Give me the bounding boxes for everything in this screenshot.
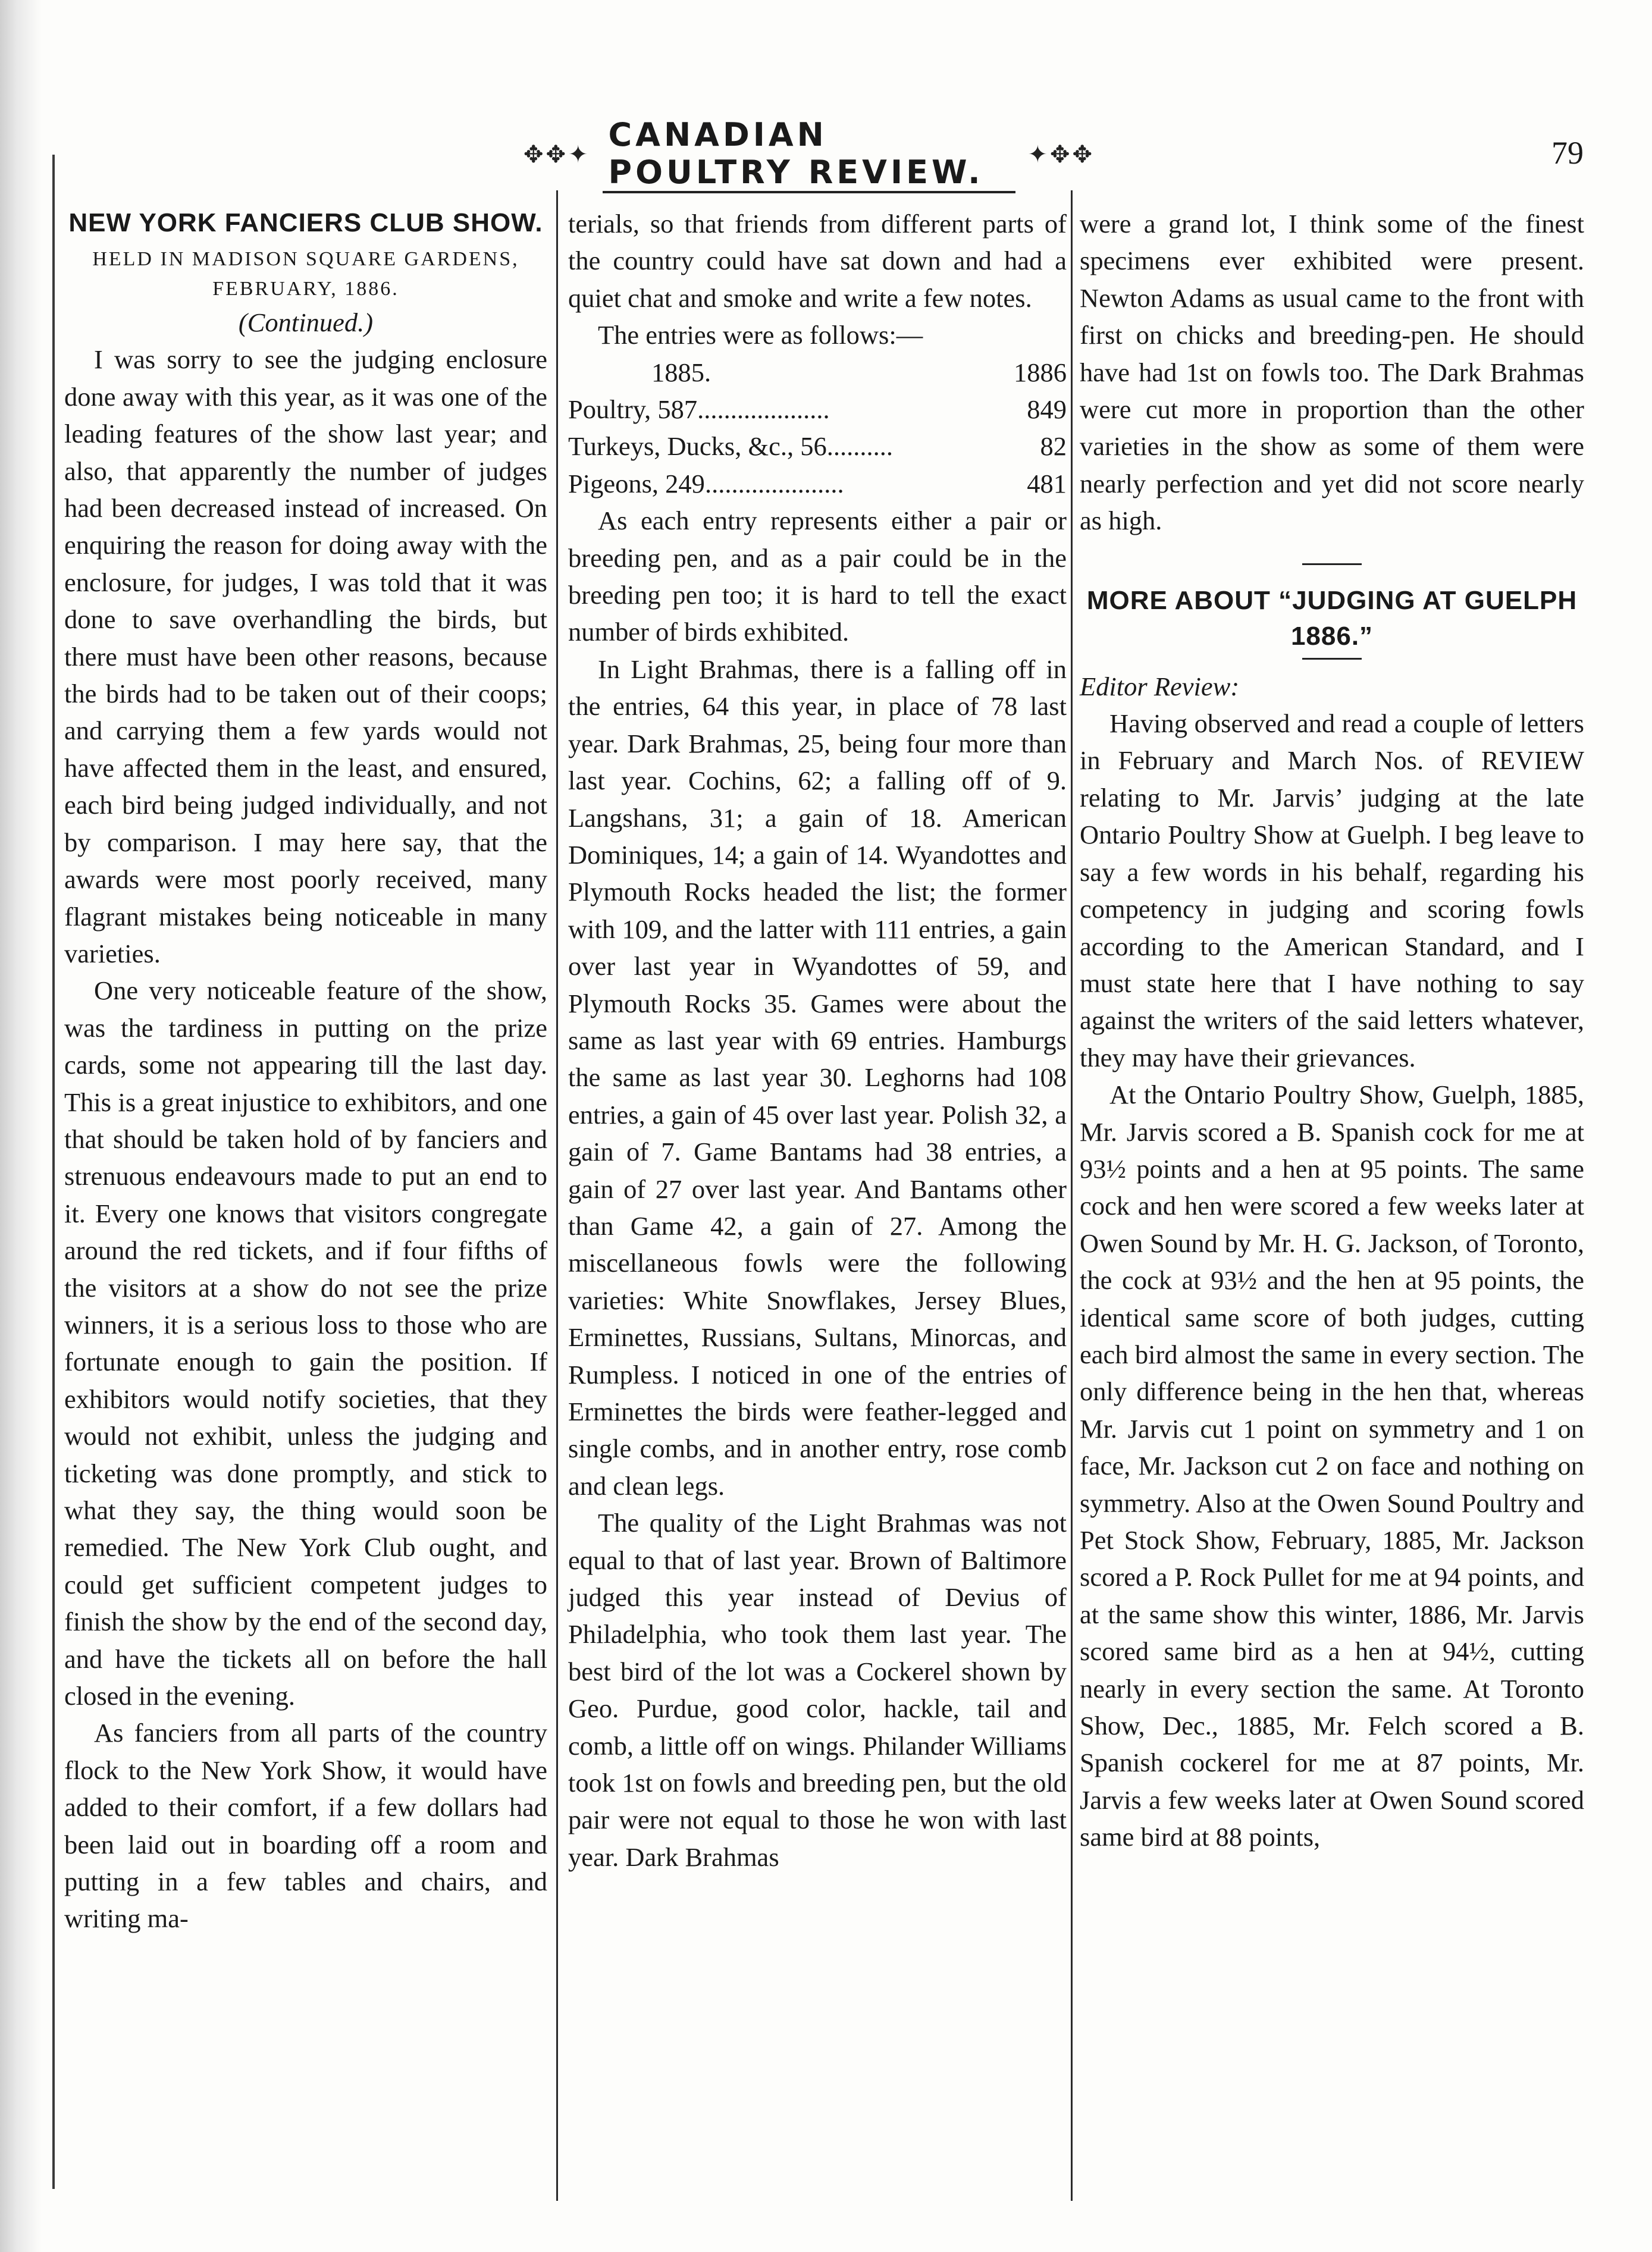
entries-row	[568, 428, 1067, 465]
section-divider	[1302, 563, 1362, 565]
entries-row	[568, 465, 1067, 502]
scan-gutter-shadow	[0, 0, 42, 2252]
column-3	[1080, 205, 1584, 1856]
article-subtitle: HELD IN MADISON SQUARE GARDENS, FEBRUARY, 1886.	[92, 248, 519, 300]
entry-leader-dots: ....................	[697, 394, 830, 425]
entries-row	[568, 391, 1067, 428]
continued-note: (Continued.)	[238, 308, 374, 337]
column-divider-1	[556, 190, 558, 2201]
entry-label: Poultry, 587	[568, 394, 698, 425]
entry-leader-dots: .....................	[704, 468, 844, 498]
entry-value: 82	[1040, 431, 1067, 462]
ornament-left-icon: ✥✥✦	[524, 141, 591, 168]
page-number: 79	[1551, 135, 1584, 171]
paragraph: In Light Brahmas, there is a falling off in the entries, 64 this year, in place of 78 last year. Dark Brahmas, 25, being four more than last year. Cochins, 62; a falling off of 9. Langshans, 31; a gain of 18. American Dominiques, 14; a gain of 14. Wyandottes and Plymouth Rocks headed the list; the former with 109, and the latter with 111 entries, a gain over last year in Wyandottes of 59, and Plymouth Rocks 35. Games were about the same as last year with 69 entries. Hamburgs the same as last year 30. Leghorns had 108 entries, a gain of 45 over last year. Polish 32, a gain of 7. Game Bantams had 38 entries, a gain of 27 over last year. And Bantams other than Game 42, a gain of 27. Among the miscellaneous fowls were the following varieties: White Snowflakes, Jersey Blues, Erminettes, Russians, Sultans, Minorcas, and Rumpless. I noticed in one of the entries of Erminettes the birds were feather-legged and single combs, and in another entry, rose comb and clean legs.	[568, 654, 1067, 1501]
page-header	[0, 116, 1652, 191]
paragraph: One very noticeable feature of the show, was the tardiness in putting on the prize cards, some not appearing till the last day. This is a great injustice to exhibitors, and one that should be taken hold of by fanciers and strenuous endeavours made to put an end to it. Every one knows that visitors congregate around the red tickets, and if four fifths of the visitors at a show do not see the prize winners, it is a serious loss to those who are fortunate enough to gain the position. If exhibitors would notify societies, that they would not exhibit, unless the judging and ticketing was done promptly, and stick to what they say, the thing would soon be remedied. The New York Club ought, and could get sufficient competent judges to finish the show by the end of the second day, and have the tickets all on before the hall closed in the evening.	[64, 976, 547, 1711]
entry-label: Turkeys, Ducks, &c., 56	[568, 431, 827, 462]
paragraph: At the Ontario Poultry Show, Guelph, 1885, Mr. Jarvis scored a B. Spanish cock for me at 93½ points and a hen at 95 points. The same cock and hen were scored a few weeks later at Owen Sound by Mr. H. G. Jackson, of Toronto, the cock at 93½ and the hen at 95 points, the identical same score of both judges, cutting each bird almost the same in every section. The only difference being in the hen that, whereas Mr. Jarvis cut 1 point on symmetry and 1 on face, Mr. Jackson cut 2 on face and nothing on symmetry. Also at the Owen Sound Poultry and Pet Stock Show, February, 1885, Mr. Jackson scored a P. Rock Pullet for me at 94 points, and at the same show this winter, 1886, Mr. Jarvis scored same bird as a hen at 94½, cutting nearly in every section the same. At Toronto Show, Dec., 1885, Mr. Felch scored a B. Spanish cockerel for me at 87 points, Mr. Jarvis a few weeks later at Owen Sound scored same bird at 88 points,	[1080, 1080, 1584, 1852]
paragraph-continuation: terials, so that friends from different parts of the country could have sat down and had a quiet chat and smoke and write a few notes.	[568, 209, 1067, 313]
entries-header-row	[568, 354, 1067, 391]
entries-year-1885: 1885.	[651, 357, 711, 387]
paragraph: The quality of the Light Brahmas was not equal to that of last year. Brown of Baltimore judged this year instead of Devius of Philadelphia, who took them last year. The best bird of the lot was a Cockerel shown by Geo. Purdue, good color, hackle, tail and comb, a little off on wings. Philander Williams took 1st on fowls and breeding pen, but the old pair were not equal to those he won with last year. Dark Brahmas	[568, 1508, 1067, 1872]
binding-edge-line	[52, 155, 55, 2189]
section-divider	[1302, 658, 1362, 660]
paragraph: Having observed and read a couple of letters in February and March Nos. of REVIEW relating to Mr. Jarvis’ judging at the late Ontario Poultry Show at Guelph. I beg leave to say a few words in his behalf, regarding his competency in judging and scoring fowls according to the American Standard, and I must state here that I have nothing to say against the writers of the said letters whatever, they may have their grievances.	[1080, 708, 1584, 1072]
entries-table	[568, 354, 1067, 503]
column-2	[568, 205, 1067, 1875]
entry-value: 481	[1027, 468, 1067, 498]
publication-title: CANADIAN POULTRY REVIEW.	[603, 116, 1016, 193]
ornament-right-icon: ✦✥✥	[1027, 141, 1095, 168]
entries-year-1886: 1886	[1014, 357, 1067, 387]
entry-label: Pigeons, 249	[568, 468, 705, 498]
entry-leader-dots: ..........	[826, 431, 893, 462]
article-title: NEW YORK FANCIERS CLUB SHOW.	[68, 208, 543, 237]
editor-salutation: Editor Review:	[1080, 671, 1240, 701]
column-1	[64, 205, 547, 1937]
paragraph: As fanciers from all parts of the country flock to the New York Show, it would have added to their comfort, if a few dollars had been laid out in boarding off a room and putting in a few tables and chairs, and writing ma-	[64, 1718, 547, 1934]
entry-value: 849	[1027, 394, 1067, 425]
paragraph: I was sorry to see the judging enclosure done away with this year, as it was one of the leading features of the show last year; and also, that apparently the number of judges had been decreased instead of increased. On enquiring the reason for doing away with the enclosure, for judges, I was told that it was done to save overhandling the birds, but there must have been other reasons, because the birds had to be taken out of their coops; and carrying them a few yards would not have affected them in the least, and ensured, each bird being judged individually, and not by comparison. I may here say, that the awards were most poorly received, many flagrant mistakes being noticeable in many varieties.	[64, 344, 547, 968]
entries-intro: The entries were as follows:—	[598, 320, 923, 350]
paragraph: As each entry represents either a pair or breeding pen, and as a pair could be in the breeding pen too; it is hard to tell the exact number of birds exhibited.	[568, 506, 1067, 647]
masthead	[524, 116, 1095, 191]
column-divider-2	[1071, 190, 1073, 2201]
article-title: MORE ABOUT “JUDGING AT GUELPH 1886.”	[1086, 585, 1578, 651]
paragraph-continuation: were a grand lot, I think some of the finest specimens ever exhibited were present. Newton Adams as usual came to the front with first on chicks and breeding-pen. He should have had 1st on fowls too. The Dark Brahmas were cut more in proportion than the other varieties in the show as some of them were nearly perfection and yet did not score nearly as high.	[1080, 209, 1584, 536]
